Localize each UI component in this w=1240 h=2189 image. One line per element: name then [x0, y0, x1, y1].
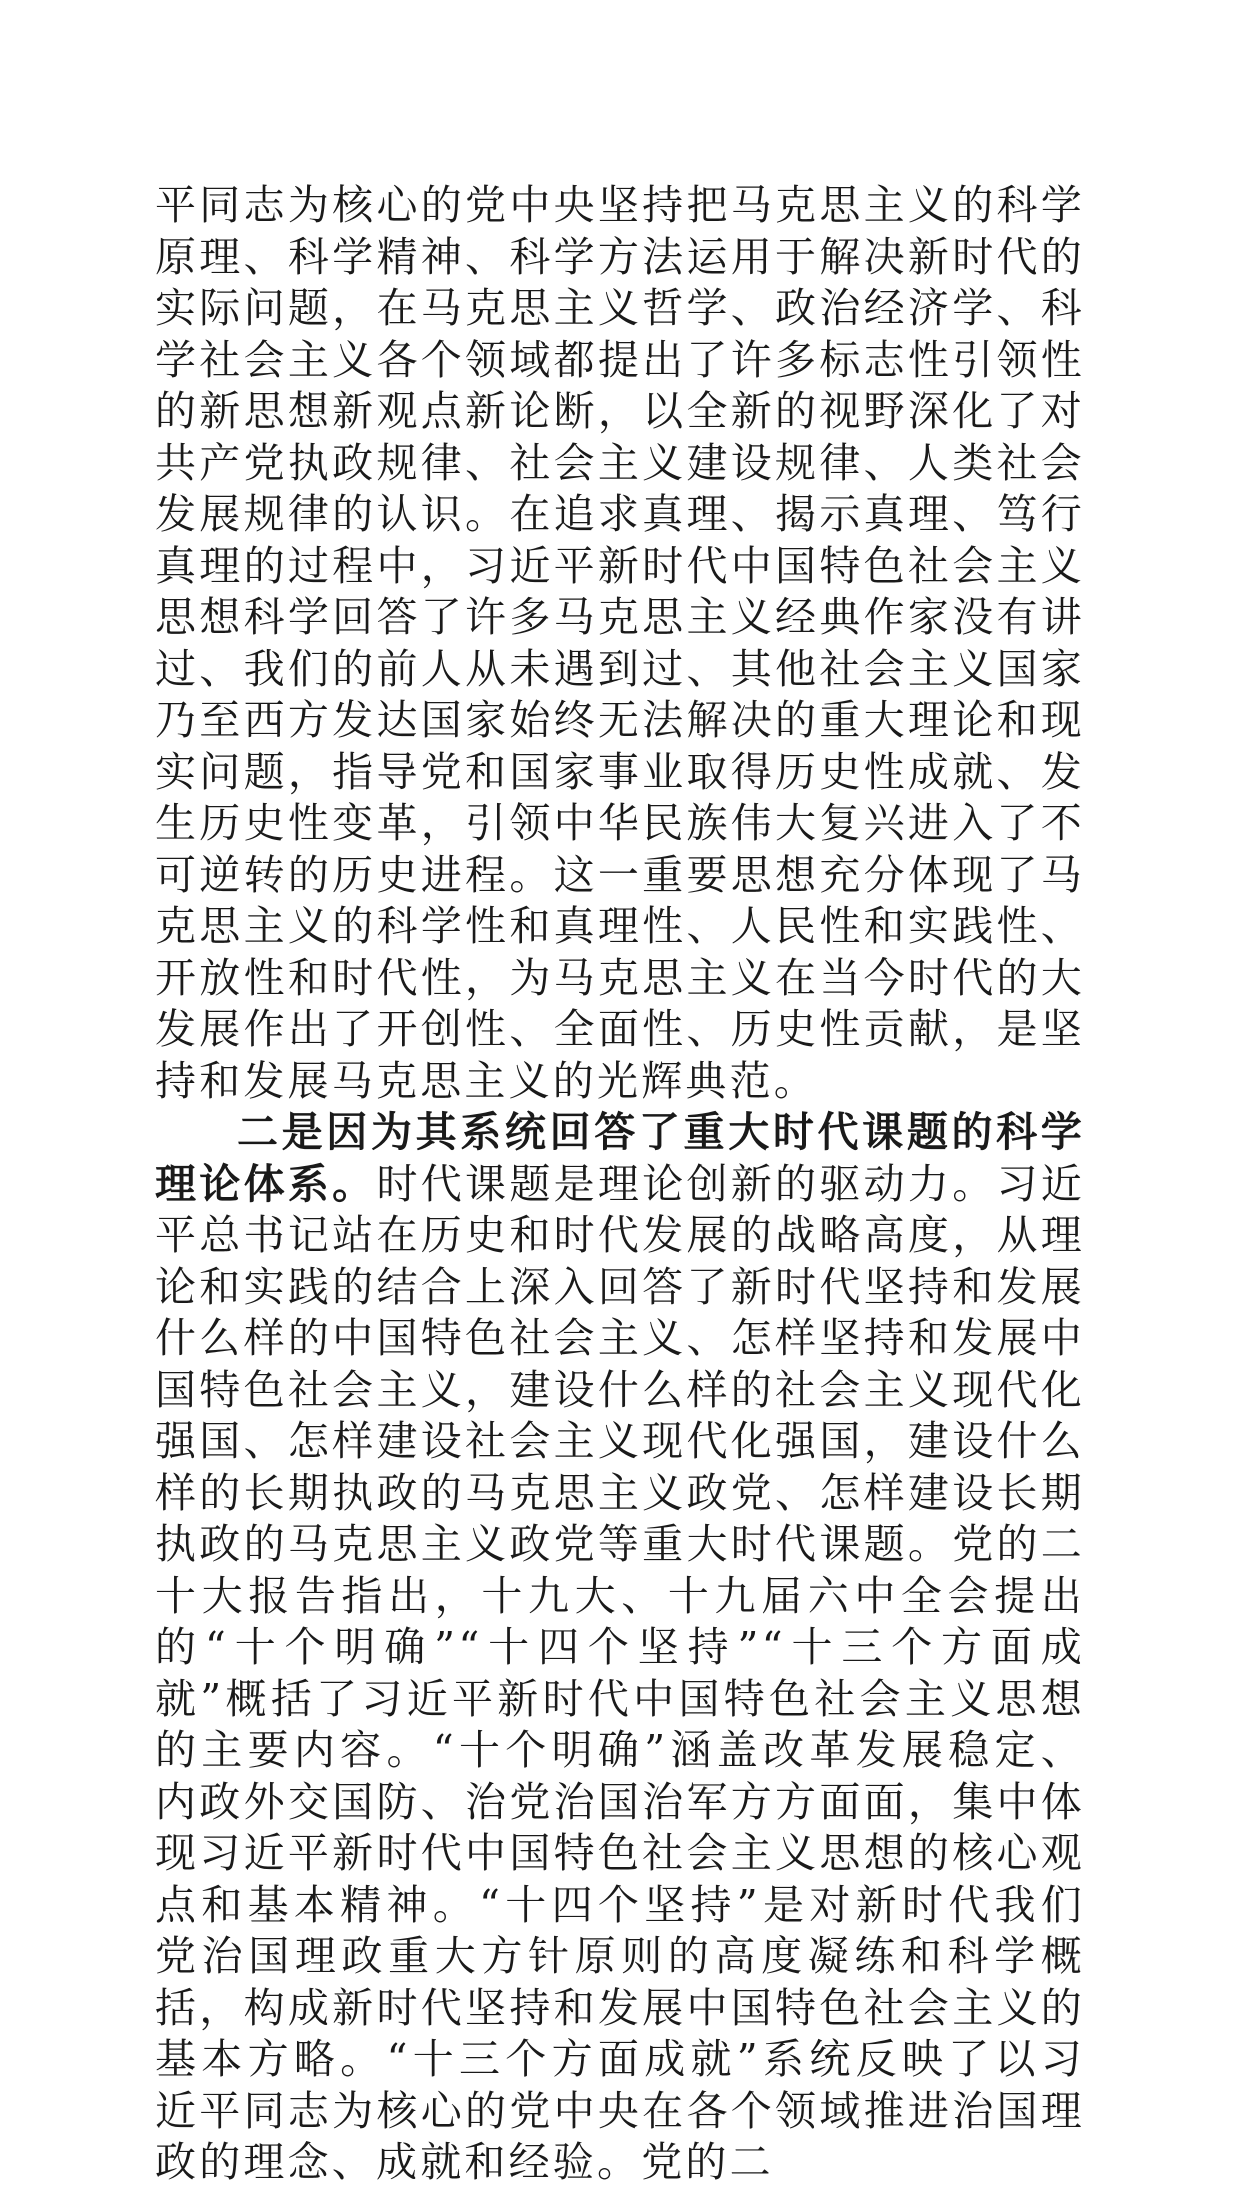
paragraph-1	[155, 180, 1085, 1107]
document-page	[155, 180, 1085, 2189]
paragraph-2	[155, 1107, 1085, 2189]
paragraph-2-text: 时代课题是理论创新的驱动力。习近平总书记站在历史和时代发展的战略高度，从理论和实践的结合上深入回答了新时代坚持和发展什么样的中国特色社会主义、怎样坚持和发展中国特色社会主义，建设什么样的社会主义现代化强国、怎样建设社会主义现代化强国，建设什么样的长期执政的马克思主义政党、怎样建设长期执政的马克思主义政党等重大时代课题。党的二十大报告指出，十九大、十九届六中全会提出的“十个明确”“十四个坚持”“十三个方面成就”概括了习近平新时代中国特色社会主义思想的主要内容。“十个明确”涵盖改革发展稳定、内政外交国防、治党治国治军方方面面，集中体现习近平新时代中国特色社会主义思想的核心观点和基本精神。“十四个坚持”是对新时代我们党治国理政重大方针原则的高度凝练和科学概括，构成新时代坚持和发展中国特色社会主义的基本方略。“十三个方面成就”系统反映了以习近平同志为核心的党中央在各个领域推进治国理政的理念、成就和经验。党的二	[155, 1159, 1085, 2186]
paragraph-2-lead: 二是因为其系统回答了重大时代课题的科学理论体系。	[155, 1108, 1085, 1208]
paragraph-1-text: 平同志为核心的党中央坚持把马克思主义的科学原理、科学精神、科学方法运用于解决新时代的实际问题，在马克思主义哲学、政治经济学、科学社会主义各个领域都提出了许多标志性引领性的新思想新观点新论断，以全新的视野深化了对共产党执政规律、社会主义建设规律、人类社会发展规律的认识。在追求真理、揭示真理、笃行真理的过程中，习近平新时代中国特色社会主义思想科学回答了许多马克思主义经典作家没有讲过、我们的前人从未遇到过、其他社会主义国家乃至西方发达国家始终无法解决的重大理论和现实问题，指导党和国家事业取得历史性成就、发生历史性变革，引领中华民族伟大复兴进入了不可逆转的历史进程。这一重要思想充分体现了马克思主义的科学性和真理性、人民性和实践性、开放性和时代性，为马克思主义在当今时代的大发展作出了开创性、全面性、历史性贡献，是坚持和发展马克思主义的光辉典范。	[155, 181, 1085, 1105]
